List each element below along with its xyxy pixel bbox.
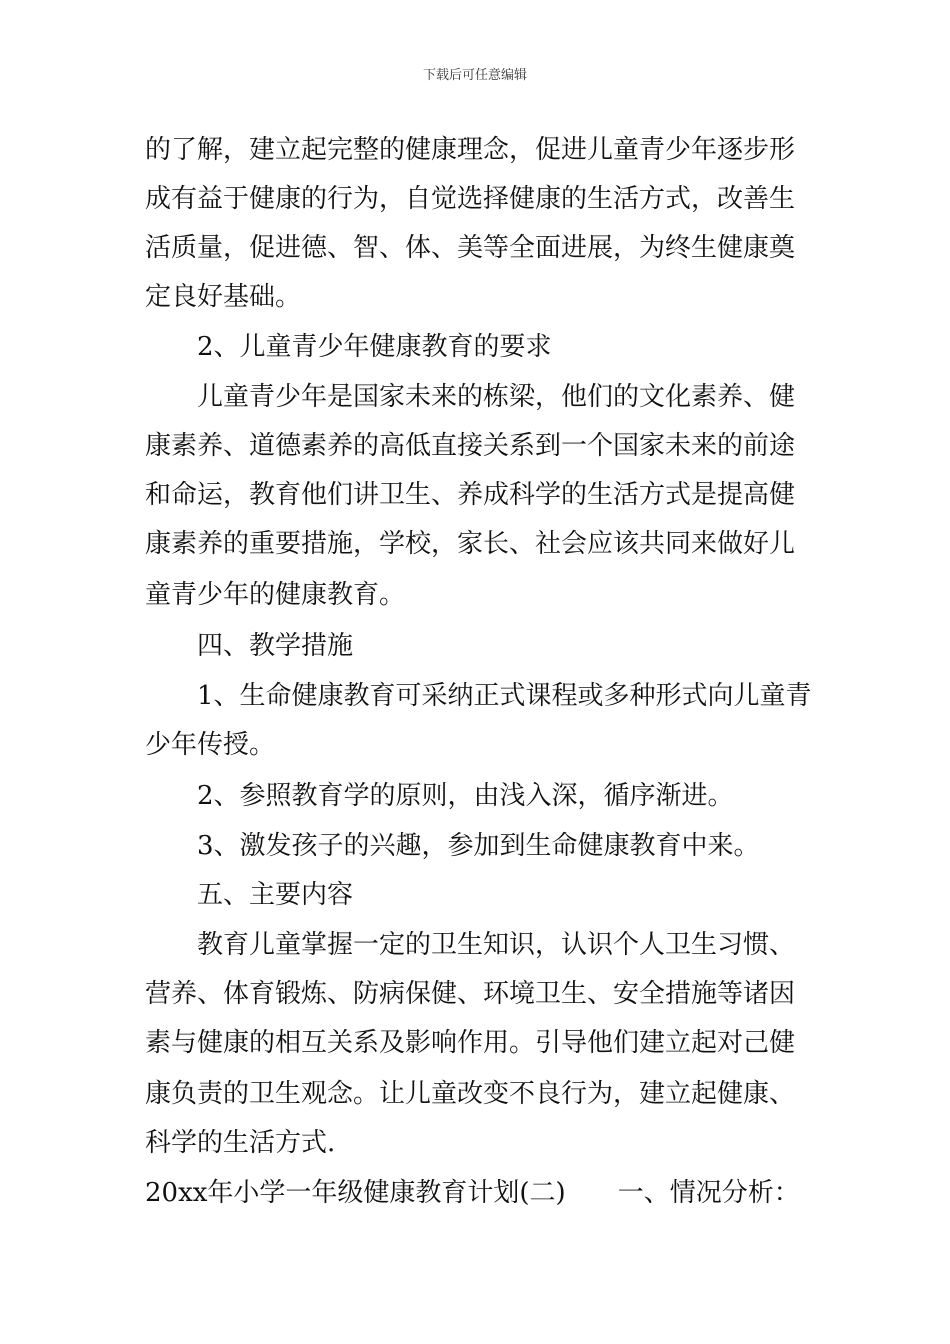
body-line: 活质量，促进德、智、体、美等全面进展，为终生健康奠: [145, 233, 796, 263]
section-heading: 五、主要内容: [197, 880, 354, 910]
body-line: 康素养、道德素养的高低直接关系到一个国家未来的前途: [145, 431, 796, 461]
body-line: 素与健康的相互关系及影响作用。引导他们建立起对己健: [145, 1028, 796, 1058]
body-line: 康负责的卫生观念。让儿童改变不良行为，建立起健康、: [145, 1079, 796, 1109]
body-line: 成有益于健康的行为，自觉选择健康的生活方式，改善生: [145, 184, 796, 214]
body-line: 营养、体育锻炼、防病保健、环境卫生、安全措施等诸因: [145, 979, 796, 1009]
body-line: 3、激发孩子的兴趣，参加到生命健康教育中来。: [197, 831, 760, 861]
body-line: 1、生命健康教育可采纳正式课程或多种形式向儿童青: [197, 681, 812, 711]
body-line: 定良好基础。: [145, 282, 302, 312]
body-line: 康素养的重要措施，学校，家长、社会应该共同来做好儿: [145, 529, 796, 559]
section-heading: 四、教学措施: [197, 631, 354, 661]
body-line: 童青少年的健康教育。: [145, 580, 406, 610]
body-line: 少年传授。: [145, 730, 276, 760]
body-line: 教育儿童掌握一定的卫生知识，认识个人卫生习惯、: [197, 930, 796, 960]
body-line: 2、参照教育学的原则，由浅入深，循序渐进。: [197, 781, 734, 811]
body-line: 和命运，教育他们讲卫生、养成科学的生活方式是提高健: [145, 480, 796, 510]
document-title-line: 20xx年小学一年级健康教育计划(二) 一、情况分析：: [145, 1178, 800, 1208]
body-line: 科学的生活方式.: [145, 1128, 336, 1158]
body-line: 的了解，建立起完整的健康理念，促进儿童青少年逐步形: [145, 135, 796, 165]
page-header: 下载后可任意编辑: [422, 68, 527, 83]
section-heading: 2、儿童青少年健康教育的要求: [197, 332, 552, 362]
body-line: 儿童青少年是国家未来的栋梁，他们的文化素养、健: [197, 382, 796, 412]
